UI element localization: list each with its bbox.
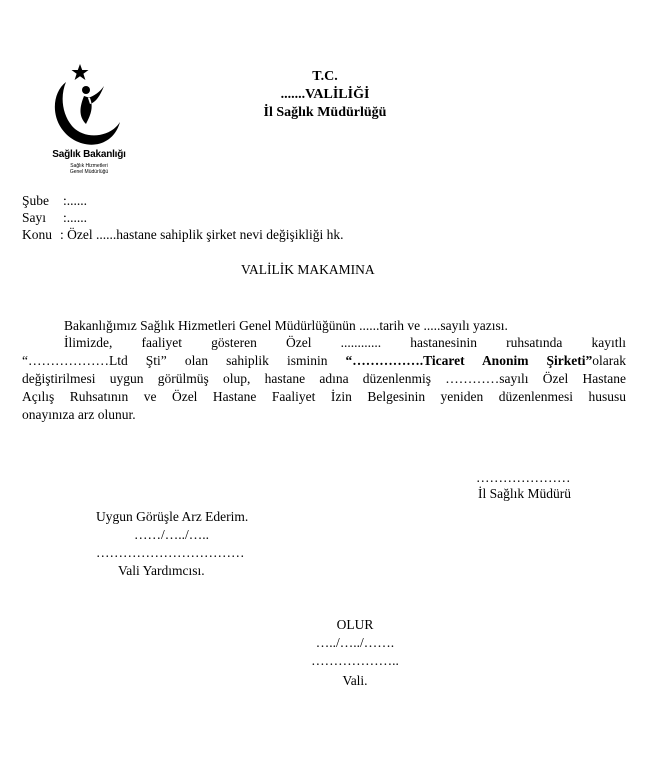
sube-label: Şube xyxy=(22,193,49,208)
ministry-logo xyxy=(44,60,144,180)
star-icon xyxy=(72,64,89,80)
ministry-logo-icon xyxy=(44,60,134,150)
header-tc: T.C. xyxy=(312,69,338,84)
body-line-1: Bakanlığımız Sağlık Hizmetleri Genel Müdürlüğünün ......tarih ve .....sayılı yazısı. xyxy=(64,318,508,333)
sayi-label: Sayı xyxy=(22,210,47,225)
signer-left-dots: …………………………… xyxy=(96,545,245,560)
approval-title: Vali. xyxy=(342,673,368,688)
konu-label: Konu xyxy=(22,227,52,242)
addressee: VALİLİK MAKAMINA xyxy=(241,262,375,277)
body-line-3 xyxy=(22,353,626,370)
approval-olur: OLUR xyxy=(336,617,374,632)
header-valiligi: .......VALİLİĞİ xyxy=(280,87,370,102)
logo-name: Sağlık Bakanlığı xyxy=(52,149,126,160)
signer-left-date: ……/…../….. xyxy=(134,527,210,542)
signer-right-dots: ………………… xyxy=(476,470,571,485)
signer-left-title: Vali Yardımcısı. xyxy=(118,563,205,578)
sube-value: :...... xyxy=(63,193,88,208)
header-department: İl Sağlık Müdürlüğü xyxy=(263,105,387,120)
approval-date: …../…../……. xyxy=(315,635,395,650)
logo-sub-line1: Sağlık Hizmetleri xyxy=(70,163,108,169)
signer-right-title: İl Sağlık Müdürü xyxy=(478,486,571,501)
konu-value: : Özel ......hastane sahiplik şirket nevi değişikliği hk. xyxy=(60,227,344,242)
signer-left-line1: Uygun Görüşle Arz Ederim. xyxy=(96,509,249,524)
body-line-5: Açılış Ruhsatının ve Özel Hastane Faaliyet İzin Belgesinin yeniden düzenlenmesi hususu xyxy=(22,389,626,404)
body-line-2: İlimizde, faaliyet gösteren Özel ............ hastanesinin ruhsatında kayıtlı xyxy=(64,335,626,350)
logo-sub-line2: Genel Müdürlüğü xyxy=(69,169,109,175)
body-line-6: onayınıza arz olunur. xyxy=(22,407,136,422)
sayi-value: :...... xyxy=(63,210,88,225)
body-line-3-part1: “………………Ltd Şti” olan sahiplik isminin xyxy=(22,353,346,368)
body-line-3-part2: olarak xyxy=(592,353,626,368)
company-name-bold: “…………….Ticaret Anonim Şirketi” xyxy=(345,353,593,368)
body-line-4: değiştirilmesi uygun görülmüş olup, hastane adına düzenlenmiş …………sayılı Özel Hastane xyxy=(22,371,626,386)
approval-dots: ……………….. xyxy=(311,653,399,668)
figure-head-icon xyxy=(82,86,90,94)
